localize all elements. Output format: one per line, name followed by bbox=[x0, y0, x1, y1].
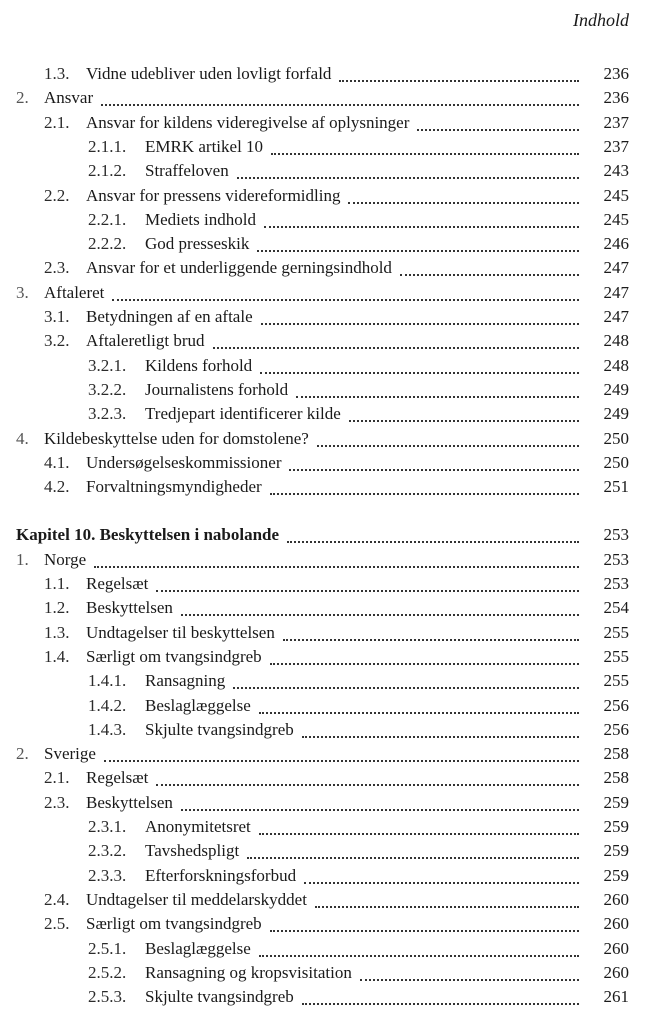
toc-entry-title: Ransagning bbox=[145, 671, 226, 691]
toc-entry-page: 250 bbox=[603, 452, 629, 472]
toc-entry-number: 1.4. bbox=[44, 646, 70, 666]
dot-leader bbox=[304, 880, 579, 884]
dot-leader bbox=[264, 224, 579, 228]
dot-leader bbox=[101, 102, 579, 106]
toc-entry[interactable] bbox=[0, 718, 659, 742]
toc-entry[interactable] bbox=[0, 669, 659, 693]
toc-entry-number: 2.1.1. bbox=[88, 136, 127, 156]
toc-entry-number: 2.2. bbox=[44, 185, 70, 205]
toc-entry[interactable] bbox=[0, 208, 659, 232]
toc-entry-page: 245 bbox=[603, 185, 629, 205]
toc-entry-page: 237 bbox=[603, 112, 629, 132]
toc-entry-title: Regelsæt bbox=[86, 574, 149, 593]
toc-entry-page: 243 bbox=[603, 161, 629, 181]
toc-entry-page: 261 bbox=[603, 987, 629, 1007]
toc-entry-title: Journalistens forhold bbox=[145, 379, 289, 399]
toc-entry-number: 2.3.2. bbox=[88, 841, 127, 861]
toc-entry-number: 1.3. bbox=[44, 64, 70, 83]
toc-entry-number: 1.2. bbox=[44, 598, 70, 618]
toc-entry-title: Kildens forhold bbox=[145, 355, 253, 375]
toc-entry-title: Særligt om tvangsindgreb bbox=[86, 646, 262, 666]
toc-entry[interactable] bbox=[0, 62, 659, 86]
dot-leader bbox=[247, 855, 579, 859]
dot-leader bbox=[302, 734, 579, 738]
dot-leader bbox=[315, 904, 579, 908]
toc-entry[interactable] bbox=[0, 475, 659, 499]
toc-entry[interactable] bbox=[0, 815, 659, 839]
toc-entry-number: 2.1. bbox=[44, 768, 70, 788]
toc-entry-number: 3.2.2. bbox=[88, 379, 127, 399]
toc-entry-title: Straffeloven bbox=[145, 161, 229, 181]
toc-entry[interactable] bbox=[0, 766, 659, 790]
toc-entry-number: 2.2.2. bbox=[88, 234, 127, 254]
dot-leader bbox=[156, 588, 579, 592]
toc-entry-number: 2.3.3. bbox=[88, 865, 127, 885]
toc-entry-title: Mediets indhold bbox=[145, 209, 256, 229]
toc-entry-page: 260 bbox=[603, 938, 629, 958]
dot-leader bbox=[271, 151, 579, 155]
toc-entry-number: 1. bbox=[16, 549, 29, 569]
toc-entry-number: 4.2. bbox=[44, 477, 70, 497]
dot-leader bbox=[259, 831, 579, 835]
toc-entry[interactable] bbox=[0, 961, 659, 985]
toc-entry-page: 255 bbox=[603, 646, 629, 666]
toc-entry-number: 2.1.2. bbox=[88, 161, 127, 181]
dot-leader bbox=[400, 272, 579, 276]
dot-leader bbox=[104, 758, 579, 762]
dot-leader bbox=[283, 637, 579, 641]
toc-entry-title: Ansvar for et underliggende gerningsindhold bbox=[86, 258, 392, 278]
toc-entry-page: 247 bbox=[603, 307, 629, 326]
toc-entry-page: 259 bbox=[603, 865, 629, 885]
toc-entry-page: 237 bbox=[603, 136, 629, 156]
toc-entry-title: Undtagelser til meddelarskyddet bbox=[86, 889, 307, 909]
toc-entry[interactable] bbox=[0, 184, 659, 208]
toc-entry-title: Tredjepart identificerer kilde bbox=[145, 404, 341, 424]
toc-entry[interactable] bbox=[0, 694, 659, 718]
toc-entry-page: 259 bbox=[603, 817, 629, 836]
dot-leader bbox=[257, 248, 579, 252]
toc-entry-page: 249 bbox=[603, 404, 629, 424]
dot-leader bbox=[289, 467, 579, 471]
dot-leader bbox=[270, 928, 579, 932]
toc-entry-title: Kapitel 10. Beskyttelsen i nabolande bbox=[16, 525, 280, 545]
toc-entry[interactable] bbox=[0, 159, 659, 183]
dot-leader bbox=[349, 418, 579, 422]
toc-entry-page: 255 bbox=[603, 622, 629, 642]
toc-entry-page: 253 bbox=[603, 525, 629, 545]
toc-entry-title: Ansvar bbox=[44, 88, 94, 108]
dot-leader bbox=[213, 345, 579, 349]
dot-leader bbox=[261, 321, 579, 325]
toc-entry-number: 1.4.3. bbox=[88, 719, 127, 739]
toc-entry-page: 248 bbox=[603, 331, 629, 351]
toc-entry-number: 1.1. bbox=[44, 574, 70, 593]
toc-entry-page: 236 bbox=[603, 88, 629, 108]
toc-entry[interactable] bbox=[0, 111, 659, 135]
toc-entry-number: 2. bbox=[16, 88, 29, 108]
toc-entry-page: 247 bbox=[603, 258, 629, 278]
toc-entry-title: EMRK artikel 10 bbox=[145, 136, 264, 156]
toc-entry-number: 2.1. bbox=[44, 112, 70, 132]
toc-entry-page: 253 bbox=[603, 549, 629, 569]
toc-entry-title: Ansvar for pressens videreformidling bbox=[86, 185, 341, 205]
toc-entry-page: 249 bbox=[603, 379, 629, 399]
toc-entry-number: 2.5.3. bbox=[88, 987, 127, 1007]
toc-entry-title: Betydningen af en aftale bbox=[86, 307, 253, 326]
dot-leader bbox=[94, 564, 579, 568]
toc-entry[interactable] bbox=[0, 281, 659, 305]
dot-leader bbox=[260, 370, 579, 374]
toc-entry-title: Vidne udebliver uden lovligt forfald bbox=[86, 64, 332, 83]
toc-entry-title: Undersøgelseskommissioner bbox=[86, 452, 282, 472]
dot-leader bbox=[156, 782, 579, 786]
toc-entry-title: Tavshedspligt bbox=[145, 841, 240, 861]
toc-entry[interactable] bbox=[0, 354, 659, 378]
toc-entry[interactable] bbox=[0, 305, 659, 329]
dot-leader bbox=[348, 200, 579, 204]
toc-entry-title: Efterforskningsforbud bbox=[145, 865, 297, 885]
toc-entry-page: 254 bbox=[603, 598, 629, 618]
toc-entry-number: 3.2.3. bbox=[88, 404, 127, 424]
toc-entry[interactable] bbox=[0, 451, 659, 475]
toc-entry[interactable] bbox=[0, 329, 659, 353]
dot-leader bbox=[181, 612, 579, 616]
toc-entry[interactable] bbox=[0, 402, 659, 426]
toc-entry-title: Undtagelser til beskyttelsen bbox=[86, 622, 275, 642]
toc-entry-number: 2.3. bbox=[44, 792, 70, 812]
toc-entry[interactable] bbox=[0, 86, 659, 110]
toc-entry[interactable] bbox=[0, 232, 659, 256]
dot-leader bbox=[302, 1001, 579, 1005]
toc-entry[interactable] bbox=[0, 256, 659, 280]
toc-entry-number: 2.3. bbox=[44, 258, 70, 278]
toc-entry[interactable] bbox=[0, 791, 659, 815]
toc-entry-title: Aftaleret bbox=[44, 282, 105, 302]
toc-entry-page: 246 bbox=[603, 234, 629, 254]
toc-entry-page: 248 bbox=[603, 355, 629, 375]
toc-entry-title: Beslaglæggelse bbox=[145, 938, 251, 958]
dot-leader bbox=[317, 443, 579, 447]
toc-entry[interactable] bbox=[0, 572, 659, 596]
dot-leader bbox=[417, 127, 579, 131]
toc-entry-number: 2.3.1. bbox=[88, 817, 127, 836]
dot-leader bbox=[112, 297, 579, 301]
running-header: Indhold bbox=[573, 10, 629, 30]
dot-leader bbox=[339, 78, 579, 82]
toc-entry-page: 256 bbox=[603, 695, 629, 715]
toc-entry[interactable] bbox=[0, 912, 659, 936]
toc-entry-title: Sverige bbox=[44, 744, 96, 764]
toc-entry-number: 3. bbox=[16, 282, 29, 302]
toc-entry[interactable] bbox=[0, 839, 659, 863]
dot-leader bbox=[181, 807, 579, 811]
toc-entry-title: Norge bbox=[44, 549, 87, 569]
toc-entry-title: Ransagning og kropsvisitation bbox=[145, 962, 352, 982]
dot-leader bbox=[259, 953, 579, 957]
toc-entry-number: 1.4.1. bbox=[88, 671, 127, 691]
dot-leader bbox=[259, 710, 579, 714]
toc-entry-page: 259 bbox=[603, 792, 629, 812]
toc-entry-title: Skjulte tvangsindgreb bbox=[145, 987, 294, 1007]
toc-entry-number: 2.2.1. bbox=[88, 209, 127, 229]
dot-leader bbox=[360, 977, 579, 981]
toc-entry-page: 255 bbox=[603, 671, 629, 691]
dot-leader bbox=[237, 175, 579, 179]
toc-entry[interactable] bbox=[0, 596, 659, 620]
dot-leader bbox=[287, 539, 579, 543]
toc-entry-page: 253 bbox=[603, 574, 629, 593]
toc-entry-page: 236 bbox=[603, 64, 629, 83]
toc-entry-page: 258 bbox=[603, 744, 629, 764]
toc-entry-page: 247 bbox=[603, 282, 629, 302]
toc-entry[interactable] bbox=[0, 864, 659, 888]
toc-entry[interactable] bbox=[0, 548, 659, 572]
toc-entry-title: Beslaglæggelse bbox=[145, 695, 251, 715]
toc-entry-number: 3.2.1. bbox=[88, 355, 127, 375]
toc-entry-page: 259 bbox=[603, 841, 629, 861]
dot-leader bbox=[233, 685, 579, 689]
toc-entry-number: 2.4. bbox=[44, 889, 70, 909]
dot-leader bbox=[270, 661, 579, 665]
toc-entry-title: Regelsæt bbox=[86, 768, 149, 788]
toc-entry-number: 3.2. bbox=[44, 331, 70, 351]
toc-entry-page: 258 bbox=[603, 768, 629, 788]
toc-entry[interactable] bbox=[0, 742, 659, 766]
toc-entry[interactable] bbox=[0, 937, 659, 961]
toc-entry-title: God presseskik bbox=[145, 234, 250, 254]
toc-entry-number: 2. bbox=[16, 744, 29, 764]
toc-entry-page: 260 bbox=[603, 962, 629, 982]
toc-entry[interactable] bbox=[0, 378, 659, 402]
toc-entry-number: 2.5.2. bbox=[88, 962, 127, 982]
toc-entry[interactable] bbox=[0, 888, 659, 912]
toc-entry-title: Særligt om tvangsindgreb bbox=[86, 914, 262, 934]
toc-entry-number: 2.5. bbox=[44, 914, 70, 934]
toc-entry-title: Forvaltningsmyndigheder bbox=[86, 477, 262, 497]
toc-entry-page: 245 bbox=[603, 209, 629, 229]
toc-entry[interactable] bbox=[0, 645, 659, 669]
toc-entry-title: Ansvar for kildens videregivelse af oplysninger bbox=[86, 112, 410, 132]
toc-entry-page: 260 bbox=[603, 914, 629, 934]
toc-entry[interactable] bbox=[0, 135, 659, 159]
toc-entry-title: Kildebeskyttelse uden for domstolene? bbox=[44, 428, 309, 448]
toc-entry-page: 260 bbox=[603, 889, 629, 909]
toc-entry-number: 1.4.2. bbox=[88, 695, 127, 715]
toc-entry-page: 251 bbox=[603, 477, 629, 497]
toc-entry-page: 250 bbox=[603, 428, 629, 448]
toc-entry[interactable] bbox=[0, 621, 659, 645]
dot-leader bbox=[270, 491, 579, 495]
toc-entry-number: 4. bbox=[16, 428, 29, 448]
toc-entry[interactable] bbox=[0, 985, 659, 1009]
toc-entry-number: 1.3. bbox=[44, 622, 70, 642]
chapter-heading[interactable] bbox=[0, 523, 659, 547]
dot-leader bbox=[296, 394, 579, 398]
toc-entry-title: Beskyttelsen bbox=[86, 792, 173, 812]
toc-entry[interactable] bbox=[0, 427, 659, 451]
toc-entry-number: 4.1. bbox=[44, 452, 70, 472]
toc-entry-page: 256 bbox=[603, 719, 629, 739]
toc-entry-title: Aftaleretligt brud bbox=[86, 331, 205, 351]
toc-entry-title: Anonymitetsret bbox=[145, 817, 251, 836]
toc-entry-number: 3.1. bbox=[44, 307, 70, 326]
toc-entry-number: 2.5.1. bbox=[88, 938, 127, 958]
toc-entry-title: Skjulte tvangsindgreb bbox=[145, 719, 294, 739]
toc-entry-title: Beskyttelsen bbox=[86, 598, 173, 618]
